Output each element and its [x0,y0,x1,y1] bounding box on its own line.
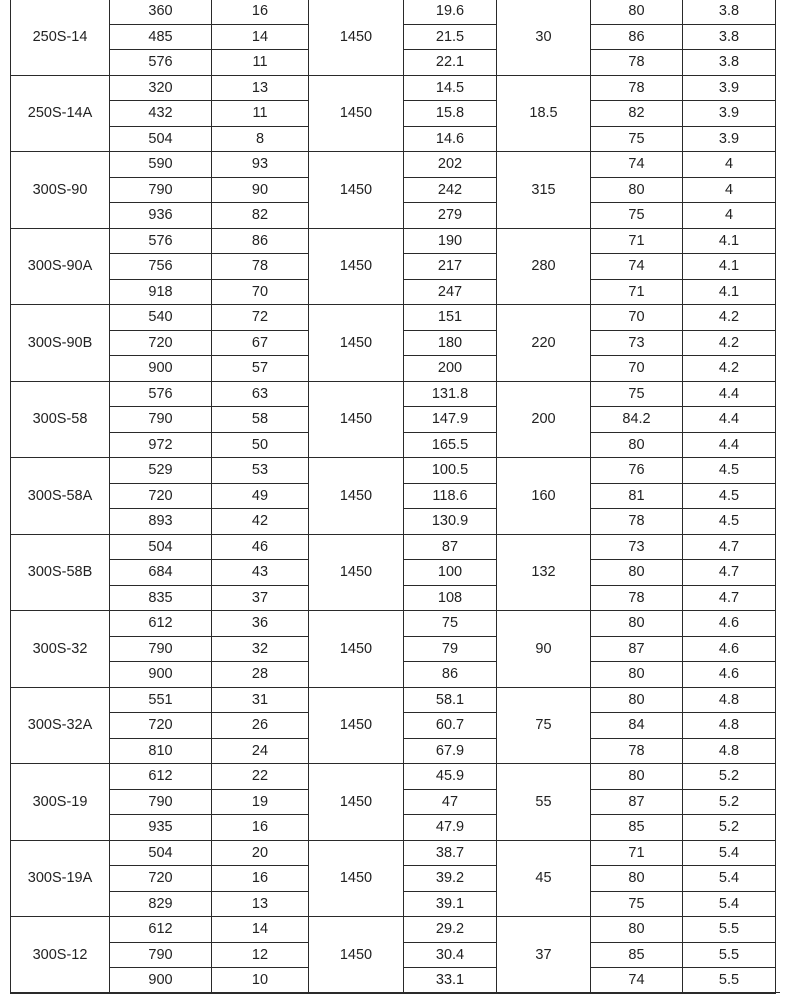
npsh-cell: 4.7 [683,534,776,560]
motor-power-cell: 315 [497,152,591,229]
shaft-power-cell: 100.5 [404,458,497,484]
head-cell: 36 [212,611,309,637]
efficiency-cell: 84.2 [591,407,683,433]
shaft-power-cell: 108 [404,585,497,611]
flow-cell: 900 [110,662,212,688]
flow-cell: 835 [110,585,212,611]
flow-cell: 551 [110,687,212,713]
table-row [11,764,776,790]
flow-cell: 612 [110,764,212,790]
npsh-cell: 5.2 [683,764,776,790]
head-cell: 58 [212,407,309,433]
npsh-cell: 4.4 [683,432,776,458]
head-cell: 24 [212,738,309,764]
table-row [11,840,776,866]
npsh-cell: 4.7 [683,560,776,586]
efficiency-cell: 80 [591,0,683,24]
model-cell: 250S-14 [11,0,110,75]
head-cell: 63 [212,381,309,407]
shaft-power-cell: 79 [404,636,497,662]
flow-cell: 360 [110,0,212,24]
head-cell: 82 [212,203,309,229]
head-cell: 8 [212,126,309,152]
efficiency-cell: 70 [591,305,683,331]
speed-cell: 1450 [309,0,404,75]
npsh-cell: 4.8 [683,713,776,739]
flow-cell: 485 [110,24,212,50]
shaft-power-cell: 217 [404,254,497,280]
motor-power-cell: 90 [497,611,591,688]
flow-cell: 810 [110,738,212,764]
flow-cell: 935 [110,815,212,841]
efficiency-cell: 75 [591,891,683,917]
motor-power-cell: 30 [497,0,591,75]
table-row [11,917,776,943]
motor-power-cell: 280 [497,228,591,305]
npsh-cell: 4.4 [683,407,776,433]
speed-cell: 1450 [309,687,404,764]
npsh-cell: 5.2 [683,789,776,815]
flow-cell: 790 [110,407,212,433]
head-cell: 20 [212,840,309,866]
head-cell: 32 [212,636,309,662]
npsh-cell: 4.5 [683,458,776,484]
efficiency-cell: 73 [591,330,683,356]
shaft-power-cell: 21.5 [404,24,497,50]
shaft-power-cell: 279 [404,203,497,229]
model-cell: 300S-19A [11,840,110,917]
efficiency-cell: 71 [591,840,683,866]
efficiency-cell: 73 [591,534,683,560]
head-cell: 93 [212,152,309,178]
efficiency-cell: 80 [591,917,683,943]
head-cell: 90 [212,177,309,203]
shaft-power-cell: 29.2 [404,917,497,943]
flow-cell: 790 [110,789,212,815]
npsh-cell: 4.5 [683,509,776,535]
flow-cell: 720 [110,713,212,739]
flow-cell: 590 [110,152,212,178]
efficiency-cell: 78 [591,75,683,101]
shaft-power-cell: 131.8 [404,381,497,407]
flow-cell: 576 [110,228,212,254]
npsh-cell: 4.4 [683,381,776,407]
speed-cell: 1450 [309,75,404,152]
npsh-cell: 5.4 [683,840,776,866]
npsh-cell: 4.2 [683,305,776,331]
npsh-cell: 3.8 [683,50,776,76]
head-cell: 42 [212,509,309,535]
efficiency-cell: 78 [591,509,683,535]
shaft-power-cell: 47.9 [404,815,497,841]
efficiency-cell: 82 [591,101,683,127]
model-cell: 300S-32 [11,611,110,688]
table-row [11,305,776,331]
speed-cell: 1450 [309,611,404,688]
flow-cell: 972 [110,432,212,458]
flow-cell: 529 [110,458,212,484]
efficiency-cell: 85 [591,942,683,968]
shaft-power-cell: 247 [404,279,497,305]
model-cell: 300S-90B [11,305,110,382]
efficiency-cell: 80 [591,764,683,790]
shaft-power-cell: 58.1 [404,687,497,713]
table-bottom-divider [10,992,780,993]
shaft-power-cell: 67.9 [404,738,497,764]
table-row [11,381,776,407]
flow-cell: 936 [110,203,212,229]
shaft-power-cell: 60.7 [404,713,497,739]
npsh-cell: 4 [683,203,776,229]
shaft-power-cell: 118.6 [404,483,497,509]
npsh-cell: 4.8 [683,738,776,764]
efficiency-cell: 84 [591,713,683,739]
model-cell: 300S-90 [11,152,110,229]
efficiency-cell: 78 [591,738,683,764]
model-cell: 300S-90A [11,228,110,305]
flow-cell: 612 [110,611,212,637]
motor-power-cell: 132 [497,534,591,611]
npsh-cell: 3.8 [683,0,776,24]
efficiency-cell: 87 [591,636,683,662]
npsh-cell: 4.1 [683,254,776,280]
flow-cell: 684 [110,560,212,586]
motor-power-cell: 45 [497,840,591,917]
efficiency-cell: 87 [591,789,683,815]
shaft-power-cell: 242 [404,177,497,203]
flow-cell: 576 [110,381,212,407]
efficiency-cell: 80 [591,662,683,688]
efficiency-cell: 74 [591,254,683,280]
flow-cell: 900 [110,356,212,382]
motor-power-cell: 220 [497,305,591,382]
head-cell: 13 [212,891,309,917]
motor-power-cell: 18.5 [497,75,591,152]
table-row [11,152,776,178]
npsh-cell: 4.8 [683,687,776,713]
motor-power-cell: 160 [497,458,591,535]
efficiency-cell: 75 [591,381,683,407]
shaft-power-cell: 19.6 [404,0,497,24]
npsh-cell: 3.9 [683,126,776,152]
shaft-power-cell: 165.5 [404,432,497,458]
efficiency-cell: 74 [591,152,683,178]
efficiency-cell: 71 [591,279,683,305]
shaft-power-cell: 100 [404,560,497,586]
head-cell: 16 [212,0,309,24]
npsh-cell: 5.2 [683,815,776,841]
npsh-cell: 4.5 [683,483,776,509]
table-row [11,228,776,254]
efficiency-cell: 85 [591,815,683,841]
speed-cell: 1450 [309,381,404,458]
npsh-cell: 4 [683,152,776,178]
head-cell: 14 [212,24,309,50]
flow-cell: 504 [110,534,212,560]
efficiency-cell: 80 [591,432,683,458]
head-cell: 19 [212,789,309,815]
speed-cell: 1450 [309,534,404,611]
npsh-cell: 4.2 [683,356,776,382]
speed-cell: 1450 [309,458,404,535]
shaft-power-cell: 190 [404,228,497,254]
model-cell: 300S-58B [11,534,110,611]
npsh-cell: 4.6 [683,636,776,662]
model-cell: 300S-32A [11,687,110,764]
table-body [11,0,776,993]
flow-cell: 829 [110,891,212,917]
flow-cell: 504 [110,126,212,152]
speed-cell: 1450 [309,152,404,229]
efficiency-cell: 71 [591,228,683,254]
shaft-power-cell: 22.1 [404,50,497,76]
head-cell: 31 [212,687,309,713]
table-row [11,458,776,484]
flow-cell: 504 [110,840,212,866]
head-cell: 11 [212,101,309,127]
head-cell: 46 [212,534,309,560]
npsh-cell: 4.2 [683,330,776,356]
head-cell: 28 [212,662,309,688]
efficiency-cell: 80 [591,611,683,637]
npsh-cell: 4 [683,177,776,203]
shaft-power-cell: 151 [404,305,497,331]
flow-cell: 720 [110,866,212,892]
shaft-power-cell: 33.1 [404,968,497,994]
speed-cell: 1450 [309,764,404,841]
head-cell: 70 [212,279,309,305]
head-cell: 11 [212,50,309,76]
shaft-power-cell: 87 [404,534,497,560]
npsh-cell: 4.6 [683,662,776,688]
shaft-power-cell: 45.9 [404,764,497,790]
speed-cell: 1450 [309,840,404,917]
shaft-power-cell: 130.9 [404,509,497,535]
head-cell: 43 [212,560,309,586]
npsh-cell: 4.6 [683,611,776,637]
head-cell: 67 [212,330,309,356]
efficiency-cell: 70 [591,356,683,382]
motor-power-cell: 75 [497,687,591,764]
head-cell: 22 [212,764,309,790]
flow-cell: 720 [110,330,212,356]
head-cell: 16 [212,815,309,841]
shaft-power-cell: 15.8 [404,101,497,127]
model-cell: 300S-58 [11,381,110,458]
shaft-power-cell: 14.6 [404,126,497,152]
efficiency-cell: 74 [591,968,683,994]
head-cell: 10 [212,968,309,994]
efficiency-cell: 76 [591,458,683,484]
head-cell: 86 [212,228,309,254]
motor-power-cell: 37 [497,917,591,994]
shaft-power-cell: 47 [404,789,497,815]
efficiency-cell: 80 [591,177,683,203]
efficiency-cell: 78 [591,50,683,76]
table-row [11,611,776,637]
flow-cell: 576 [110,50,212,76]
shaft-power-cell: 30.4 [404,942,497,968]
npsh-cell: 5.5 [683,917,776,943]
shaft-power-cell: 39.1 [404,891,497,917]
shaft-power-cell: 147.9 [404,407,497,433]
head-cell: 49 [212,483,309,509]
shaft-power-cell: 180 [404,330,497,356]
shaft-power-cell: 86 [404,662,497,688]
shaft-power-cell: 202 [404,152,497,178]
flow-cell: 900 [110,968,212,994]
model-cell: 300S-12 [11,917,110,994]
head-cell: 37 [212,585,309,611]
npsh-cell: 5.4 [683,891,776,917]
head-cell: 57 [212,356,309,382]
efficiency-cell: 75 [591,126,683,152]
npsh-cell: 3.9 [683,101,776,127]
motor-power-cell: 200 [497,381,591,458]
speed-cell: 1450 [309,228,404,305]
table-row [11,534,776,560]
head-cell: 78 [212,254,309,280]
efficiency-cell: 86 [591,24,683,50]
efficiency-cell: 80 [591,687,683,713]
shaft-power-cell: 14.5 [404,75,497,101]
table-row [11,0,776,24]
head-cell: 53 [212,458,309,484]
pump-spec-table [10,0,776,994]
flow-cell: 432 [110,101,212,127]
head-cell: 12 [212,942,309,968]
efficiency-cell: 78 [591,585,683,611]
npsh-cell: 5.5 [683,942,776,968]
npsh-cell: 3.8 [683,24,776,50]
model-cell: 300S-19 [11,764,110,841]
npsh-cell: 5.4 [683,866,776,892]
efficiency-cell: 80 [591,866,683,892]
flow-cell: 756 [110,254,212,280]
shaft-power-cell: 75 [404,611,497,637]
efficiency-cell: 81 [591,483,683,509]
flow-cell: 918 [110,279,212,305]
flow-cell: 893 [110,509,212,535]
flow-cell: 790 [110,636,212,662]
flow-cell: 790 [110,177,212,203]
model-cell: 300S-58A [11,458,110,535]
npsh-cell: 4.1 [683,228,776,254]
flow-cell: 720 [110,483,212,509]
shaft-power-cell: 38.7 [404,840,497,866]
flow-cell: 320 [110,75,212,101]
head-cell: 13 [212,75,309,101]
motor-power-cell: 55 [497,764,591,841]
npsh-cell: 3.9 [683,75,776,101]
npsh-cell: 5.5 [683,968,776,994]
table-row [11,687,776,713]
npsh-cell: 4.1 [683,279,776,305]
speed-cell: 1450 [309,305,404,382]
shaft-power-cell: 200 [404,356,497,382]
npsh-cell: 4.7 [683,585,776,611]
table-row [11,75,776,101]
efficiency-cell: 75 [591,203,683,229]
flow-cell: 612 [110,917,212,943]
head-cell: 26 [212,713,309,739]
flow-cell: 790 [110,942,212,968]
head-cell: 72 [212,305,309,331]
head-cell: 14 [212,917,309,943]
model-cell: 250S-14A [11,75,110,152]
speed-cell: 1450 [309,917,404,994]
shaft-power-cell: 39.2 [404,866,497,892]
head-cell: 16 [212,866,309,892]
head-cell: 50 [212,432,309,458]
efficiency-cell: 80 [591,560,683,586]
flow-cell: 540 [110,305,212,331]
